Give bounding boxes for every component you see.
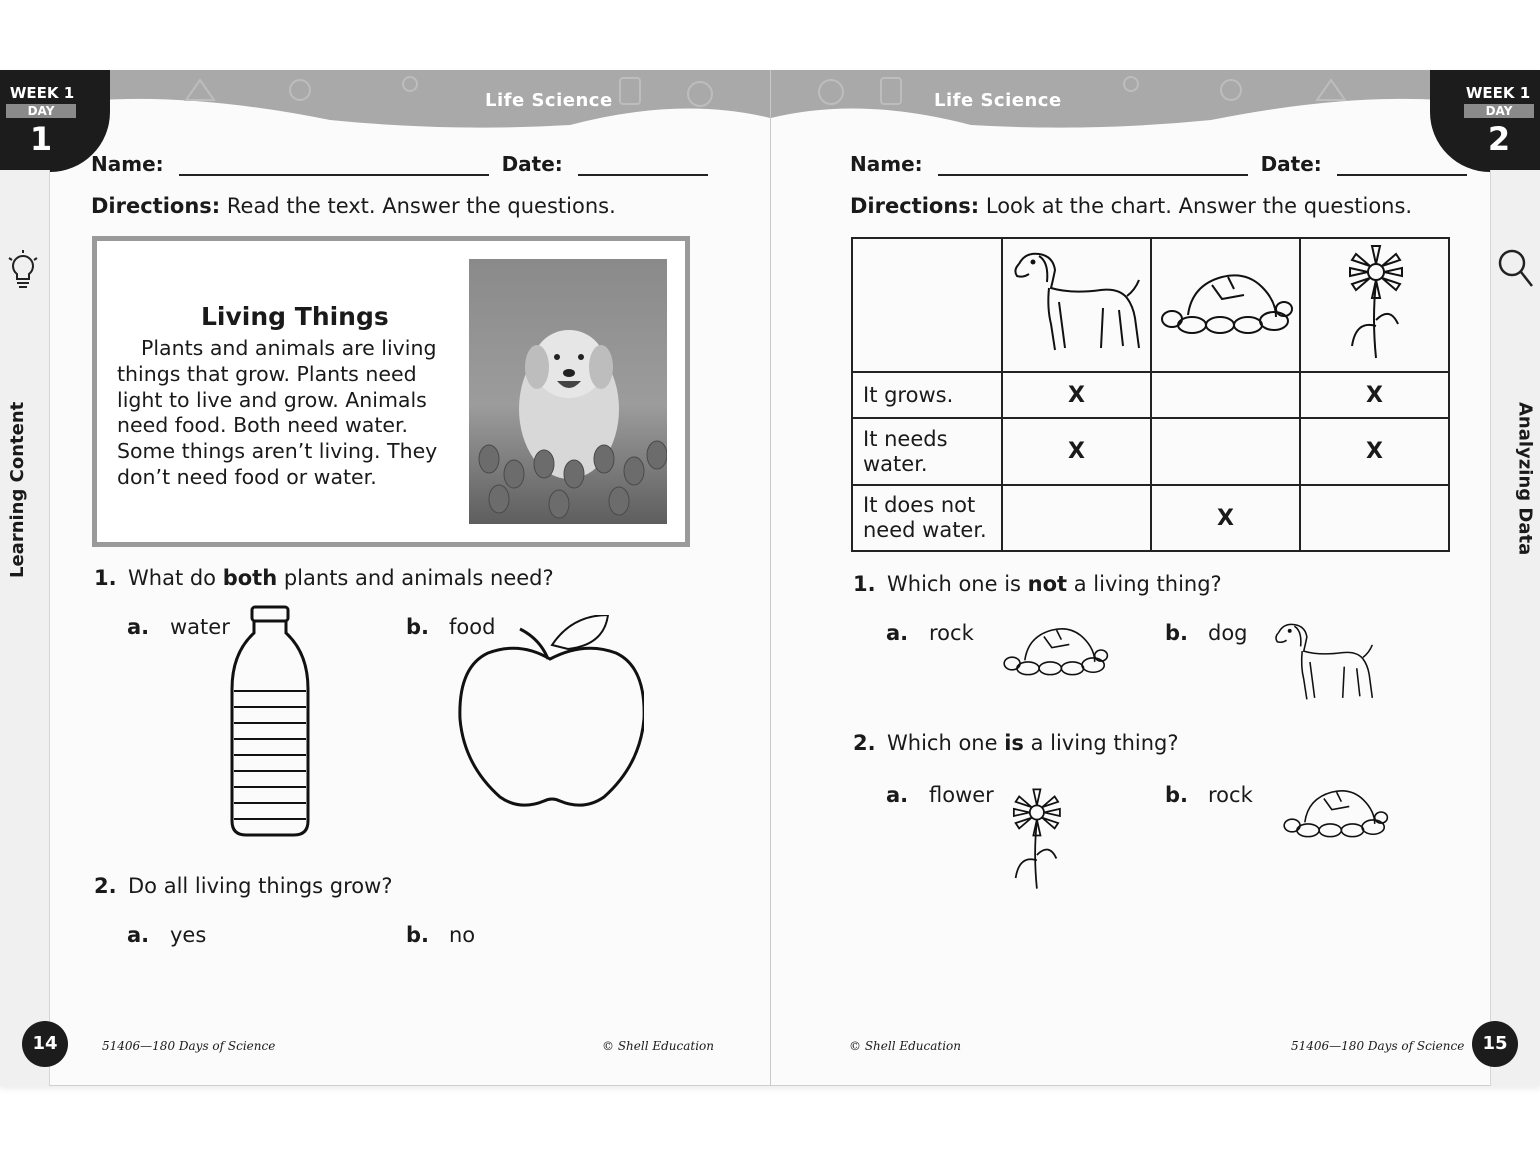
name-field[interactable] — [179, 154, 489, 176]
option-letter: a. — [127, 923, 150, 947]
option-letter: b. — [406, 615, 430, 639]
answer-option-rock[interactable] — [1165, 783, 1253, 807]
chart-col-rock — [1151, 238, 1300, 372]
answer-option-flower[interactable] — [886, 783, 994, 807]
side-strip — [0, 170, 50, 1086]
option-text: food — [449, 615, 496, 639]
date-label: Date: — [1260, 152, 1322, 176]
question-number: 2. — [853, 731, 876, 755]
dog-icon — [1271, 618, 1377, 706]
question-text: plants and animals need? — [277, 566, 554, 590]
option-letter: b. — [1165, 621, 1189, 645]
directions — [91, 194, 616, 218]
chart-row — [852, 418, 1449, 485]
option-letter: a. — [886, 783, 909, 807]
chart-mark: X — [1300, 418, 1449, 485]
subject-banner-title: Life Science — [485, 90, 613, 111]
right-page — [770, 70, 1540, 1086]
side-strip — [1490, 170, 1540, 1086]
answer-option-no[interactable] — [406, 923, 475, 947]
chart-row — [852, 485, 1449, 551]
banner-shape — [0, 70, 770, 130]
side-section-label: Learning Content — [7, 401, 28, 578]
day-label: DAY — [6, 104, 76, 118]
footer-product-code: 51406—180 Days of Science — [102, 1039, 276, 1053]
chart-mark: X — [1300, 372, 1449, 418]
option-text: yes — [170, 923, 207, 947]
reading-line: light to live and grow. Animals — [117, 387, 427, 412]
name-field[interactable] — [938, 154, 1248, 176]
option-letter: a. — [127, 615, 150, 639]
flower-icon — [1340, 242, 1410, 362]
question-number: 1. — [94, 566, 117, 590]
question-1 — [94, 566, 554, 590]
option-text: rock — [929, 621, 974, 645]
chart-corner-cell — [852, 238, 1002, 372]
reading-line: need food. Both need water. — [117, 413, 409, 438]
chart-row-label: It needs water. — [852, 418, 1002, 485]
day-number: 1 — [29, 120, 53, 158]
footer-product-code: 51406—180 Days of Science — [1291, 1039, 1465, 1053]
directions-label: Directions: — [850, 194, 980, 218]
rock-icon — [1001, 622, 1109, 678]
chart-mark — [1151, 372, 1300, 418]
question-2 — [94, 874, 392, 898]
directions — [850, 194, 1412, 218]
option-letter: b. — [1165, 783, 1189, 807]
answer-option-dog[interactable] — [1165, 621, 1248, 645]
option-text: rock — [1208, 783, 1253, 807]
question-number: 2. — [94, 874, 117, 898]
answer-option-water[interactable] — [127, 615, 230, 639]
rock-icon — [1281, 784, 1389, 840]
directions-label: Directions: — [91, 194, 221, 218]
page-number: 15 — [1472, 1021, 1518, 1067]
subject-banner-title: Life Science — [934, 90, 1062, 111]
question-emphasis: both — [222, 566, 278, 590]
question-text: a living thing? — [1067, 572, 1222, 596]
water-bottle-icon — [228, 603, 312, 841]
footer-copyright: © Shell Education — [849, 1039, 962, 1053]
question-text: Which one — [887, 731, 1005, 755]
side-section-label: Analyzing Data — [1514, 402, 1535, 556]
date-label: Date: — [501, 152, 563, 176]
question-text: Do all living things grow? — [128, 874, 393, 898]
question-text: a living thing? — [1023, 731, 1179, 755]
dog-in-flowers-photo — [469, 259, 667, 524]
week-label: WEEK 1 — [1465, 84, 1531, 102]
book-spread — [0, 70, 1540, 1086]
rock-icon — [1158, 267, 1294, 337]
reading-line: Plants and animals are living — [141, 336, 437, 360]
reading-passage-box — [92, 236, 690, 547]
option-text: dog — [1208, 621, 1248, 645]
option-text: flower — [929, 783, 994, 807]
name-label: Name: — [850, 152, 923, 176]
reading-line: Some things aren’t living. They — [117, 439, 438, 464]
chart-mark — [1151, 418, 1300, 485]
chart-mark — [1300, 485, 1449, 551]
apple-icon — [456, 615, 644, 811]
question-1 — [853, 572, 1222, 596]
living-things-chart — [851, 237, 1450, 552]
question-number: 1. — [853, 572, 876, 596]
page-number: 14 — [22, 1021, 68, 1067]
chart-col-dog — [1002, 238, 1151, 372]
option-letter: a. — [886, 621, 909, 645]
flower-icon — [1005, 780, 1067, 898]
chart-mark: X — [1002, 418, 1151, 485]
answer-option-rock[interactable] — [886, 621, 974, 645]
date-field[interactable] — [578, 154, 708, 176]
option-text: no — [449, 923, 476, 947]
chart-mark — [1002, 485, 1151, 551]
date-field[interactable] — [1337, 154, 1467, 176]
chart-col-flower — [1300, 238, 1449, 372]
left-page — [0, 70, 770, 1086]
answer-option-yes[interactable] — [127, 923, 206, 947]
option-text: water — [170, 615, 230, 639]
lightbulb-icon — [6, 250, 40, 290]
reading-line: don’t need food or water. — [117, 464, 377, 489]
chart-mark: X — [1002, 372, 1151, 418]
question-text: Which one is — [887, 572, 1028, 596]
chart-row-label: It grows. — [852, 372, 1002, 418]
question-2 — [853, 731, 1179, 755]
name-date-row — [850, 152, 1467, 176]
question-emphasis: not — [1027, 572, 1068, 596]
banner-shape — [771, 70, 1540, 130]
day-label: DAY — [1464, 104, 1534, 118]
chart-row-label: It does not need water. — [852, 485, 1002, 551]
reading-title: Living Things — [201, 302, 389, 331]
name-label: Name: — [91, 152, 164, 176]
chart-row — [852, 372, 1449, 418]
week-label: WEEK 1 — [9, 84, 75, 102]
footer-copyright: © Shell Education — [602, 1039, 715, 1053]
day-number: 2 — [1487, 120, 1511, 158]
name-date-row — [91, 152, 708, 176]
question-text: What do — [128, 566, 223, 590]
directions-text: Look at the chart. Answer the questions. — [979, 194, 1413, 218]
reading-line: things that grow. Plants need — [117, 361, 417, 386]
dog-icon — [1009, 246, 1145, 358]
directions-text: Read the text. Answer the questions. — [220, 194, 616, 218]
magnifier-icon — [1497, 248, 1535, 290]
option-letter: b. — [406, 923, 430, 947]
question-emphasis: is — [1004, 731, 1024, 755]
reading-text — [117, 336, 462, 491]
chart-mark: X — [1151, 485, 1300, 551]
chart-header-row — [852, 238, 1449, 372]
